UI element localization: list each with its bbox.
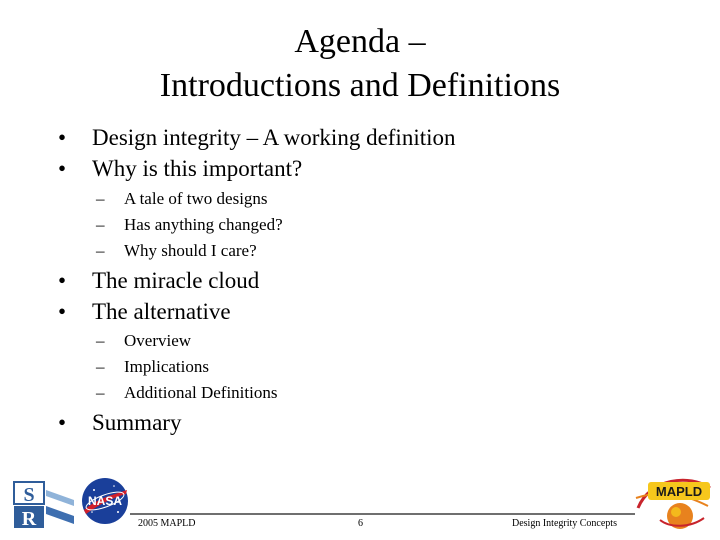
bullet-marker: • [58,410,67,435]
bullet-marker: • [58,299,67,324]
mapld-logo-icon [630,468,714,532]
svg-text:NASA: NASA [87,494,123,508]
footer-divider [130,513,635,515]
dash-marker: – [96,189,105,208]
list-item-text: Summary [92,410,182,435]
list-item-text: Why is this important? [92,156,303,181]
dash-marker: – [96,357,105,376]
svg-text:R: R [21,508,37,530]
sub-list-item-text: Implications [124,357,209,376]
list-item-text: The miracle cloud [92,268,260,293]
sub-list-item-text: Has anything changed? [124,215,283,234]
bullet-marker: • [58,125,67,150]
list-item-text: The alternative [92,299,231,324]
list-item-text: Design integrity – A working definition [92,125,456,150]
title-line-1: Agenda – [294,23,426,60]
bullet-marker: • [58,156,67,181]
dash-marker: – [96,241,105,260]
svg-text:S: S [23,484,35,506]
title-line-2: Introductions and Definitions [159,67,561,104]
dash-marker: – [96,331,105,350]
nasa-logo-icon [80,476,130,526]
dash-marker: – [96,215,105,234]
sub-list-item-text: Overview [124,331,192,350]
sub-list-item-text: A tale of two designs [124,189,268,208]
footer-right-text: Design Integrity Concepts [512,518,617,529]
sr-logo-icon [12,480,76,530]
svg-text:MAPLD: MAPLD [655,484,703,499]
footer-page-number: 6 [358,518,363,529]
footer-left-text: 2005 MAPLD [138,518,196,529]
sub-list-item-text: Additional Definitions [124,383,278,402]
bullet-marker: • [58,268,67,293]
dash-marker: – [96,383,105,402]
sub-list-item-text: Why should I care? [124,241,257,260]
